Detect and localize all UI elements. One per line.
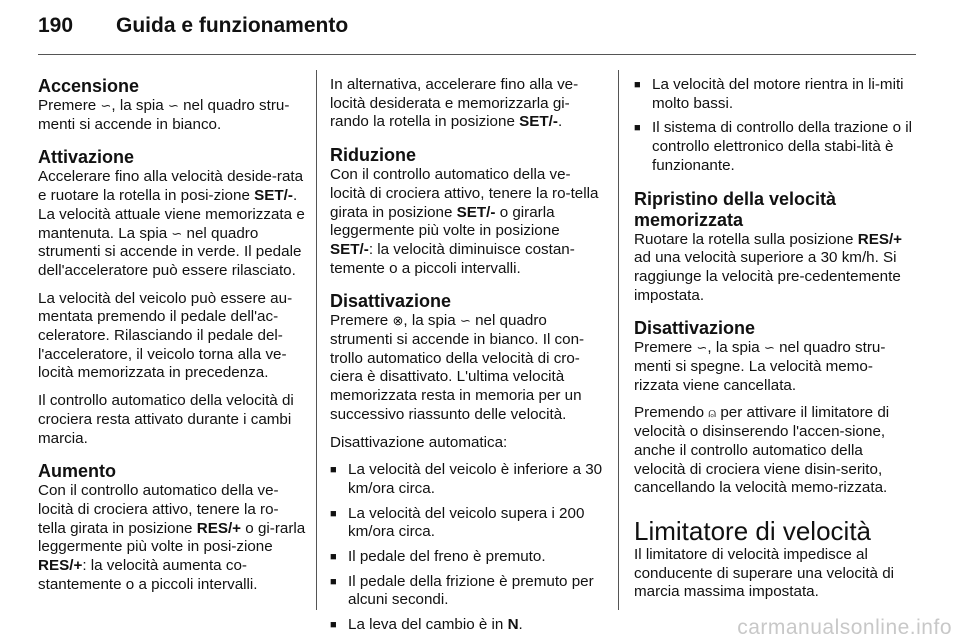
heading-accensione: Accensione	[38, 76, 140, 96]
heading-disattivazione: Disattivazione	[330, 291, 452, 312]
list-item: ■ La velocità del motore rientra in li-miti molto bassi.	[634, 76, 912, 113]
list-item: ■ La leva del cambio è in N.	[330, 616, 604, 635]
column-2	[330, 76, 604, 644]
page-header	[38, 14, 348, 38]
cruise-control-icon: ∽	[171, 225, 183, 241]
footer-watermark: carmanualsonline.info	[737, 616, 952, 639]
list-item: ■ Il sistema di controllo della trazione o il controllo elettronico della stabi-lità è funzionante.	[634, 119, 912, 175]
heading-disattivazione-2: Disattivazione	[634, 318, 756, 339]
paragraph-riduzione: Con il controllo automatico della ve-locità di crociera attivo, tenere la ro-tella girata in posizione SET/- o girarla leggermente più volte in posizione SET/-: la velocità diminuisce costan-temente o a piccoli intervalli.	[330, 166, 599, 277]
cruise-control-icon: ∽	[696, 340, 708, 356]
paragraph-accensione: Premere ∽, la spia ∽ nel quadro stru-menti si accende in bianco.	[38, 97, 290, 133]
page-number: 190	[38, 14, 74, 37]
column-1	[38, 76, 306, 603]
cancel-icon: ⊗	[392, 313, 404, 329]
paragraph-disattivazione-2: Premere ∽, la spia ∽ nel quadro stru-menti si spegne. La velocità memo-rizzata viene cancellata.	[634, 339, 886, 394]
header-rule	[38, 54, 916, 55]
paragraph-aumento: Con il controllo automatico della ve-locità di crociera attivo, tenere la ro-tella girata in posizione RES/+ o gi-rarla leggermente più volte in posi-zione RES/+: la velocità aumenta co-stantemente o a piccoli intervalli.	[38, 482, 306, 593]
paragraph-alternativa: In alternativa, accelerare fino alla ve-locità desiderata e memorizzarla gi-rando la rotella in posizione SET/-.	[330, 76, 579, 131]
heading-riduzione: Riduzione	[330, 145, 416, 166]
chapter-title: Guida e funzionamento	[116, 14, 349, 37]
paragraph-ripristino: Ruotare la rotella sulla posizione RES/+ ad una velocità superiore a 30 km/h. Si raggiunge la velocità pre-cedentemente impostata.	[634, 230, 903, 304]
heading-ripristino: Ripristino della velocità memorizzata	[634, 188, 837, 230]
paragraph-attivazione: Accelerare fino alla velocità deside-rata e ruotare la rotella in posi-zione SET/-. La velocità attuale viene memorizzata e mantenuta. La spia ∽ nel quadro strumenti si accende in verde. Il pedale dell'acceleratore può essere rilasciato.	[38, 168, 305, 279]
list-item: ■ La velocità del veicolo è inferiore a 30 km/ora circa.	[330, 461, 604, 498]
heading-attivazione: Attivazione	[38, 147, 135, 168]
heading-aumento: Aumento	[38, 461, 116, 482]
cruise-control-icon: ∽	[100, 98, 112, 113]
paragraph-disattivazione: Premere ⊗, la spia ∽ nel quadro strumenti si accende in bianco. Il con-trollo automatico della velocità di cro-ciera è disattivato. L'ultima velocità memorizzata resta in memoria per un successivo riassunto delle velocità.	[330, 312, 585, 423]
list-disattivazione-automatica	[330, 461, 604, 635]
list-disattivazione-continua	[634, 76, 912, 176]
paragraph-limitatore: Premendo ⍝ per attivare il limitatore di velocità o disinserendo l'accen-sione, anche il controllo automatico della velocità di crociera viene disin-serito, cancellando la velocità memo-rizzata.	[634, 404, 890, 497]
column-divider-1	[316, 70, 317, 610]
paragraph-limitatore-descrizione: Il limitatore di velocità impedisce al conducente di superare una velocità di marcia massima impostata.	[634, 545, 895, 601]
list-item: ■ Il pedale del freno è premuto.	[330, 548, 604, 567]
cruise-control-icon: ∽	[167, 98, 179, 113]
paragraph-aumentata: La velocità del veicolo può essere au-mentata premendo il pedale dell'ac-celeratore. Rilasciando il pedale del-l'acceleratore, il veicolo torna alla ve-locità memorizzata in precedenza.	[38, 289, 293, 382]
column-3	[634, 76, 912, 611]
cruise-control-icon: ∽	[763, 340, 775, 356]
column-divider-2	[618, 70, 619, 610]
speed-limiter-icon: ⍝	[708, 405, 717, 421]
heading-limitatore-di-velocita: Limitatore di velocità	[634, 515, 871, 546]
list-item: ■ Il pedale della frizione è premuto per alcuni secondi.	[330, 573, 604, 610]
paragraph-cambi: Il controllo automatico della velocità di crociera resta attivato durante i cambi marcia.	[38, 392, 294, 447]
cruise-control-icon: ∽	[459, 313, 471, 329]
list-item: ■ La velocità del veicolo supera i 200 km/ora circa.	[330, 505, 604, 542]
paragraph-disattivazione-automatica: Disattivazione automatica:	[330, 433, 508, 451]
